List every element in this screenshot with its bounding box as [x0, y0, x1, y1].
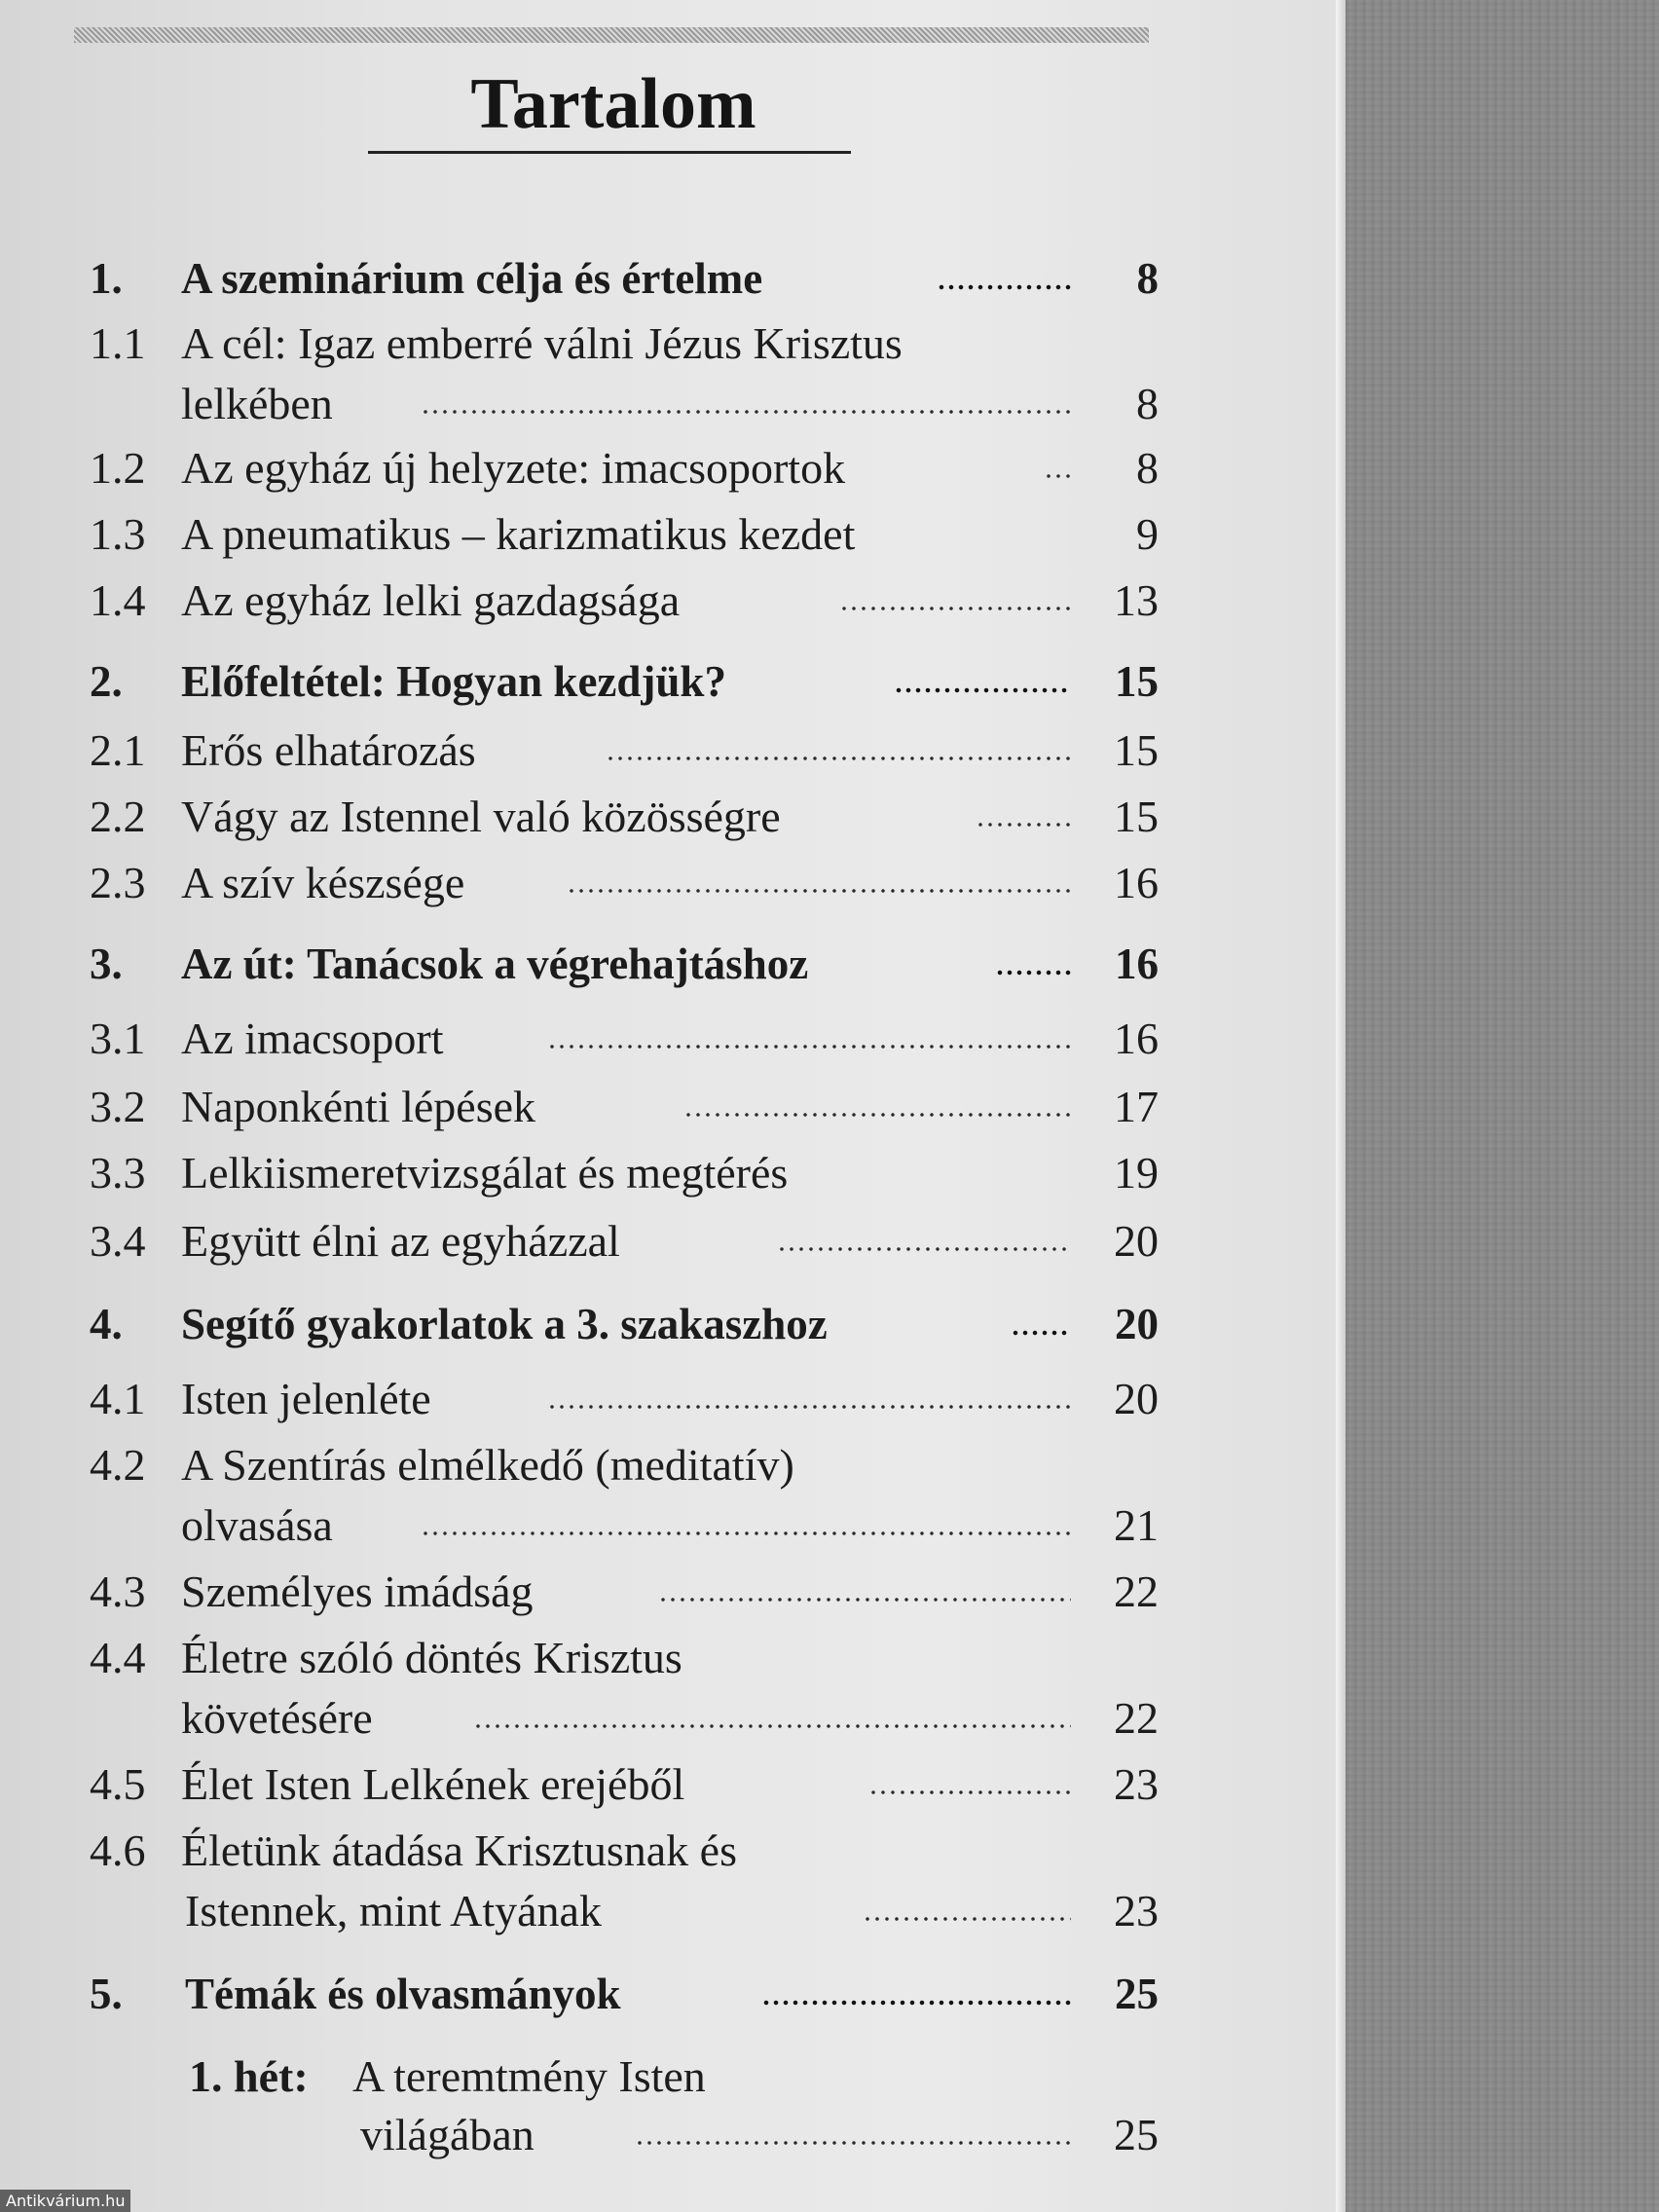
toc-title: Vágy az Istennel való közösségre — [181, 792, 781, 841]
toc-title: Naponkénti lépések — [181, 1082, 536, 1131]
toc-entry-2-3 — [0, 857, 1336, 919]
dot-leader — [761, 2000, 1071, 2006]
dot-leader — [777, 1246, 1071, 1252]
toc-page: 8 — [1136, 443, 1159, 493]
dot-leader — [937, 284, 1071, 290]
toc-page: 20 — [1115, 1300, 1159, 1348]
toc-entry-2-1 — [0, 724, 1336, 787]
dot-leader — [635, 2140, 1071, 2146]
toc-number: 3.3 — [90, 1148, 146, 1198]
toc-entry-3-4 — [0, 1215, 1336, 1277]
dot-leader — [868, 1789, 1071, 1795]
toc-page: 16 — [1114, 1014, 1159, 1063]
toc-entry-3-3 — [0, 1147, 1336, 1209]
toc-number: 3.1 — [90, 1014, 146, 1063]
toc-number: 1.4 — [90, 575, 146, 625]
toc-number: 3. — [90, 940, 123, 988]
toc-entry-1-2 — [0, 442, 1336, 504]
toc-title: követésére — [181, 1693, 373, 1743]
dot-leader — [547, 1044, 1071, 1050]
toc-title: Előfeltétel: Hogyan kezdjük? — [181, 657, 726, 706]
toc-title: A szív készsége — [181, 858, 465, 907]
toc-page: 15 — [1115, 657, 1159, 706]
toc-entry-4-3 — [0, 1566, 1336, 1628]
toc-number: 2.2 — [90, 792, 146, 841]
toc-title: Lelkiismeretvizsgálat és megtérés — [181, 1148, 789, 1198]
toc-number: 3.4 — [90, 1216, 146, 1266]
toc-page: 22 — [1114, 1693, 1159, 1743]
toc-title: Az út: Tanácsok a végrehajtáshoz — [181, 940, 809, 988]
toc-page: 21 — [1114, 1500, 1159, 1550]
toc-title: Személyes imádság — [181, 1567, 534, 1616]
toc-page: 16 — [1115, 940, 1159, 988]
toc-page: 15 — [1114, 792, 1159, 841]
toc-number: 2. — [90, 657, 123, 706]
toc-title: A szeminárium célja és értelme — [181, 254, 763, 303]
toc-title: olvasása — [181, 1500, 333, 1550]
dot-leader — [976, 822, 1071, 828]
toc-title: Az egyház lelki gazdagsága — [181, 575, 681, 625]
toc-number: 1.2 — [90, 443, 146, 493]
toc-page: 23 — [1114, 1886, 1159, 1936]
toc-number: 2.3 — [90, 858, 146, 907]
toc-number: 4.6 — [90, 1825, 146, 1875]
toc-number: 1.3 — [90, 509, 146, 559]
dot-leader — [894, 687, 1071, 693]
toc-chapter-1 — [0, 253, 1336, 315]
toc-title: lelkében — [181, 379, 333, 428]
toc-title: Segítő gyakorlatok a 3. szakaszhoz — [181, 1300, 828, 1348]
toc-entry-2-2 — [0, 791, 1336, 853]
watermark: Antikvárium.hu — [0, 2190, 130, 2212]
toc-page: 16 — [1114, 858, 1159, 907]
toc-entry-4-4 — [0, 1632, 1336, 1694]
toc-chapter-4 — [0, 1299, 1336, 1361]
toc-page: 20 — [1114, 1374, 1159, 1423]
toc-entry-3-1 — [0, 1013, 1336, 1075]
toc-week-1 — [0, 2050, 1336, 2113]
toc-number: 1. — [90, 254, 123, 303]
toc-page: 15 — [1114, 725, 1159, 775]
toc-number: 4.2 — [90, 1440, 146, 1490]
toc-entry-4-4-cont — [0, 1692, 1336, 1754]
toc-number: 4.4 — [90, 1633, 146, 1682]
toc-title: Együtt élni az egyházzal — [181, 1216, 620, 1266]
page-edge — [1336, 0, 1346, 2212]
toc-entry-1-4 — [0, 574, 1336, 637]
dot-leader — [606, 756, 1071, 761]
toc-page: 9 — [1136, 509, 1159, 559]
toc-title: világában — [360, 2110, 535, 2159]
toc-entry-4-6 — [0, 1825, 1336, 1887]
toc-title: Istennek, mint Atyának — [185, 1886, 602, 1936]
dot-leader — [839, 606, 1071, 611]
toc-title: A pneumatikus – karizmatikus kezdet — [181, 509, 856, 559]
title-underline — [368, 151, 851, 154]
toc-title: Erős elhatározás — [181, 725, 476, 775]
toc-page: 13 — [1114, 575, 1159, 625]
toc-entry-4-2 — [0, 1439, 1336, 1501]
toc-title: A Szentírás elmélkedő (meditatív) — [181, 1440, 794, 1490]
dot-leader — [863, 1916, 1071, 1922]
toc-title: Az imacsoport — [181, 1014, 444, 1063]
dot-leader — [567, 888, 1071, 894]
toc-page: 25 — [1115, 1970, 1159, 2018]
toc-number: 4. — [90, 1300, 123, 1348]
toc-number: 3.2 — [90, 1082, 146, 1131]
toc-chapter-2 — [0, 656, 1336, 719]
toc-number: 4.5 — [90, 1759, 146, 1809]
dot-leader — [658, 1597, 1071, 1603]
toc-number: 4.3 — [90, 1567, 146, 1616]
page-title: Tartalom — [470, 64, 756, 144]
toc-title: Életre szóló döntés Krisztus — [181, 1633, 682, 1682]
background-surface — [1346, 0, 1659, 2212]
toc-entry-1-1-cont — [0, 378, 1336, 440]
toc-entry-4-2-cont — [0, 1499, 1336, 1562]
dot-leader — [995, 970, 1071, 976]
toc-title: Az egyház új helyzete: imacsoportok — [181, 443, 846, 493]
toc-entry-3-2 — [0, 1081, 1336, 1143]
dot-leader — [421, 1530, 1071, 1536]
toc-page: 22 — [1114, 1567, 1159, 1616]
toc-entry-1-1 — [0, 317, 1336, 380]
toc-chapter-3 — [0, 939, 1336, 1001]
toc-page: 8 — [1136, 379, 1159, 428]
toc-page: 17 — [1114, 1082, 1159, 1131]
toc-title: A teremtmény Isten — [352, 2051, 706, 2101]
toc-page: 19 — [1114, 1148, 1159, 1198]
toc-page: 25 — [1114, 2110, 1159, 2159]
toc-number: 5. — [90, 1970, 123, 2018]
toc-week-1-cont — [0, 2109, 1336, 2171]
toc-title: Életünk átadása Krisztusnak és — [181, 1825, 737, 1875]
toc-entry-4-5 — [0, 1758, 1336, 1821]
toc-title: Élet Isten Lelkének erejéből — [181, 1759, 685, 1809]
toc-number: 4.1 — [90, 1374, 146, 1423]
week-label: 1. hét: — [189, 2051, 309, 2101]
toc-number: 1.1 — [90, 318, 146, 368]
toc-number: 2.1 — [90, 725, 146, 775]
toc-entry-1-3 — [0, 508, 1336, 571]
dot-leader — [547, 1404, 1071, 1410]
decorative-top-border — [74, 27, 1149, 43]
toc-entry-4-6-cont — [0, 1885, 1336, 1947]
toc-title: A cél: Igaz emberré válni Jézus Krisztus — [181, 318, 903, 368]
toc-entry-4-1 — [0, 1373, 1336, 1435]
toc-title: Témák és olvasmányok — [185, 1970, 621, 2018]
toc-page: 8 — [1136, 254, 1159, 303]
dot-leader — [683, 1112, 1071, 1118]
toc-title: Isten jelenléte — [181, 1374, 431, 1423]
dot-leader — [1044, 473, 1071, 479]
dot-leader — [473, 1723, 1071, 1729]
toc-chapter-5 — [0, 1969, 1336, 2031]
toc-page: 23 — [1114, 1759, 1159, 1809]
dot-leader — [421, 409, 1071, 415]
dot-leader — [1011, 1330, 1071, 1336]
toc-page: 20 — [1114, 1216, 1159, 1266]
